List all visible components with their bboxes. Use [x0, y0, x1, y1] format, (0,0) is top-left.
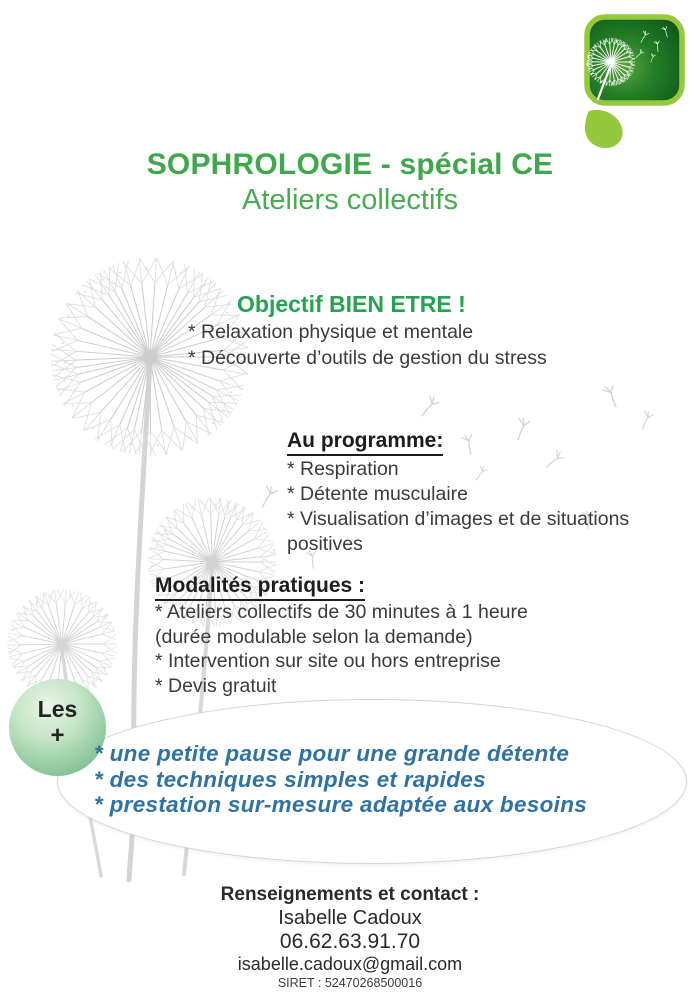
les-plus-sign: + — [50, 722, 65, 749]
title-line2: Ateliers collectifs — [242, 184, 458, 216]
programme-item: * Visualisation d’images et de situations positives — [287, 508, 630, 555]
contact-name: Isabelle Cadoux — [278, 907, 422, 929]
modalites-item: (durée modulable selon la demande) — [155, 625, 473, 648]
objectif-heading: Objectif BIEN ETRE ! — [237, 291, 466, 317]
contact-siret: SIRET : 52470268500016 — [277, 976, 423, 990]
contact-block — [0, 883, 700, 991]
contact-heading: Renseignements et contact : — [220, 884, 480, 905]
modalites-item: * Devis gratuit — [155, 674, 277, 697]
les-plus-badge — [9, 679, 106, 776]
les-plus-word: Les — [37, 696, 78, 722]
dandelion-logo-icon — [578, 10, 694, 150]
benefit-item: * des techniques simples et rapides — [94, 766, 486, 792]
objectif-list — [188, 319, 547, 371]
modalites-list — [155, 600, 528, 698]
modalites-item: * Ateliers collectifs de 30 minutes à 1 heure — [155, 601, 528, 623]
modalites-heading: Modalités pratiques : — [155, 574, 365, 601]
title-line1: SOPHROLOGIE - spécial CE — [146, 148, 554, 181]
benefits-list — [94, 741, 587, 818]
objectif-item: * Découverte d’outils de gestion du stress — [188, 347, 547, 369]
benefit-item: * prestation sur-mesure adaptée aux besoins — [94, 792, 588, 817]
programme-list — [287, 457, 700, 557]
programme-heading: Au programme: — [287, 429, 443, 456]
programme-item: * Respiration — [287, 458, 399, 480]
contact-phone: 06.62.63.91.70 — [279, 930, 421, 953]
page-title — [0, 146, 700, 217]
programme-item: * Détente musculaire — [287, 483, 469, 505]
logo-leaf-icon — [585, 110, 623, 148]
objectif-item: * Relaxation physique et mentale — [188, 321, 474, 343]
modalites-item: * Intervention sur site ou hors entreprise — [155, 650, 501, 672]
contact-email: isabelle.cadoux@gmail.com — [237, 954, 463, 974]
benefit-item: * une petite pause pour une grande détente — [94, 741, 570, 766]
brand-logo — [578, 10, 694, 150]
